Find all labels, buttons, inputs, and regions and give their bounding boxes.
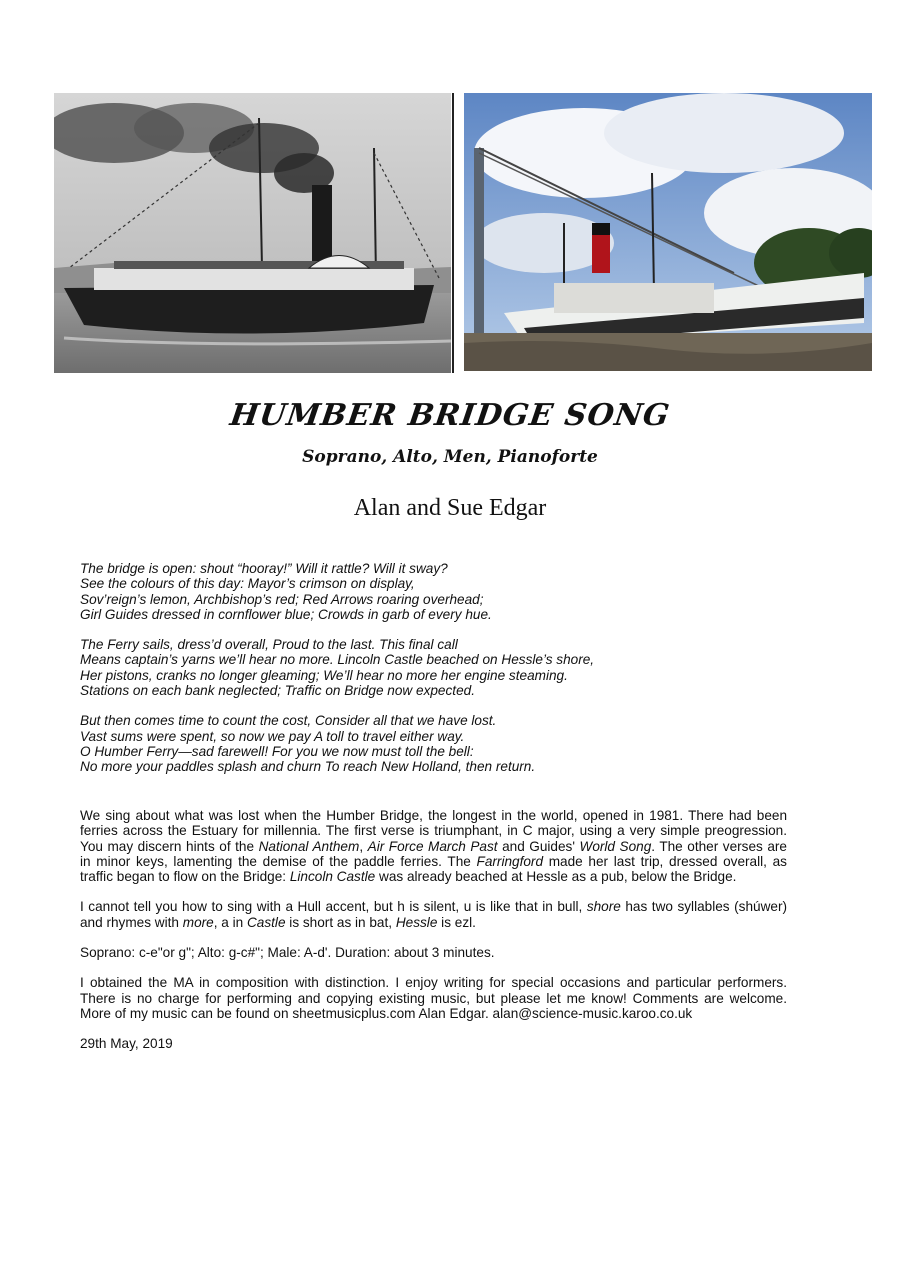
lyric-line: O Humber Ferry—sad farewell! For you we now must toll the bell: <box>80 743 474 759</box>
lyric-line: The bridge is open: shout “hooray!” Will it rattle? Will it sway? <box>80 561 448 576</box>
stanza-1 <box>80 561 840 622</box>
stanza-3 <box>80 713 840 774</box>
lyric-line: Girl Guides dressed in cornflower blue; Crowds in garb of every hue. <box>80 606 492 622</box>
notes-paragraph-history: We sing about what was lost when the Humber Bridge, the longest in the world, opened in 1981. There had been ferries across the Estuary for millennia. The first verse is triumphant, in C major, using a very simple preogression. You may discern hints of the National Anthem, Air Force March Past and Guides' World Song. The other verses are in minor keys, lamenting the demise of the paddle ferries. The Farringford made her last trip, dressed overall, as traffic began to flow on the Bridge: Lincoln Castle was already beached at Hessle as a pub, below the Bridge. <box>80 808 787 885</box>
lyric-line: No more your paddles splash and churn To reach New Holland, then return. <box>80 759 536 775</box>
notes-paragraph-ranges: Soprano: c-e"or g"; Alto: g-c#"; Male: A-d'. Duration: about 3 minutes. <box>80 945 495 961</box>
lyric-line: Vast sums were spent, so now we pay A toll to travel either way. <box>80 728 465 744</box>
notes-paragraph-accent: I cannot tell you how to sing with a Hull accent, but h is silent, u is like that in bull, shore has two syllables (shúwer) and rhymes with more, a in Castle is short as in bat, Hessle is ezl. <box>80 899 787 930</box>
lyric-line: Stations on each bank neglected; Traffic on Bridge now expected. <box>80 683 475 699</box>
stanza-2 <box>80 637 840 698</box>
lyric-line: Sov’reign’s lemon, Archbishop’s red; Red Arrows roaring overhead; <box>80 591 484 607</box>
authors: Alan and Sue Edgar <box>353 495 547 521</box>
photo-strip <box>54 93 872 373</box>
beached-ferry-photo <box>464 93 872 371</box>
lyric-line: The Ferry sails, dress’d overall, Proud to the last. This final call <box>80 637 458 653</box>
lyric-line: Her pistons, cranks no longer gleaming; We’ll hear no more her engine steaming. <box>80 667 568 683</box>
lyric-line: See the colours of this day: Mayor’s crimson on display, <box>80 576 415 592</box>
paddle-steamer-photo <box>54 93 451 373</box>
notes-paragraph-author: I obtained the MA in composition with distinction. I enjoy writing for special occasions and particular performers. There is no charge for performing and copying existing music, but please let me know! Comments are welcome. More of my music can be found on sheetmusicplus.com Alan Edgar. alan@science-music.karoo.co.uk <box>80 975 787 1021</box>
lyrics <box>80 561 840 790</box>
photo-divider <box>452 93 454 373</box>
lyric-line: Means captain’s yarns we’ll hear no more. Lincoln Castle beached on Hessle’s shore, <box>80 652 595 668</box>
song-title: HUMBER BRIDGE SONG <box>227 398 673 433</box>
voicing-subtitle: Soprano, Alto, Men, Pianoforte <box>302 447 598 467</box>
lyric-line: But then comes time to count the cost, Consider all that we have lost. <box>80 713 497 729</box>
notes-date: 29th May, 2019 <box>80 1036 173 1052</box>
program-notes <box>80 808 787 1067</box>
